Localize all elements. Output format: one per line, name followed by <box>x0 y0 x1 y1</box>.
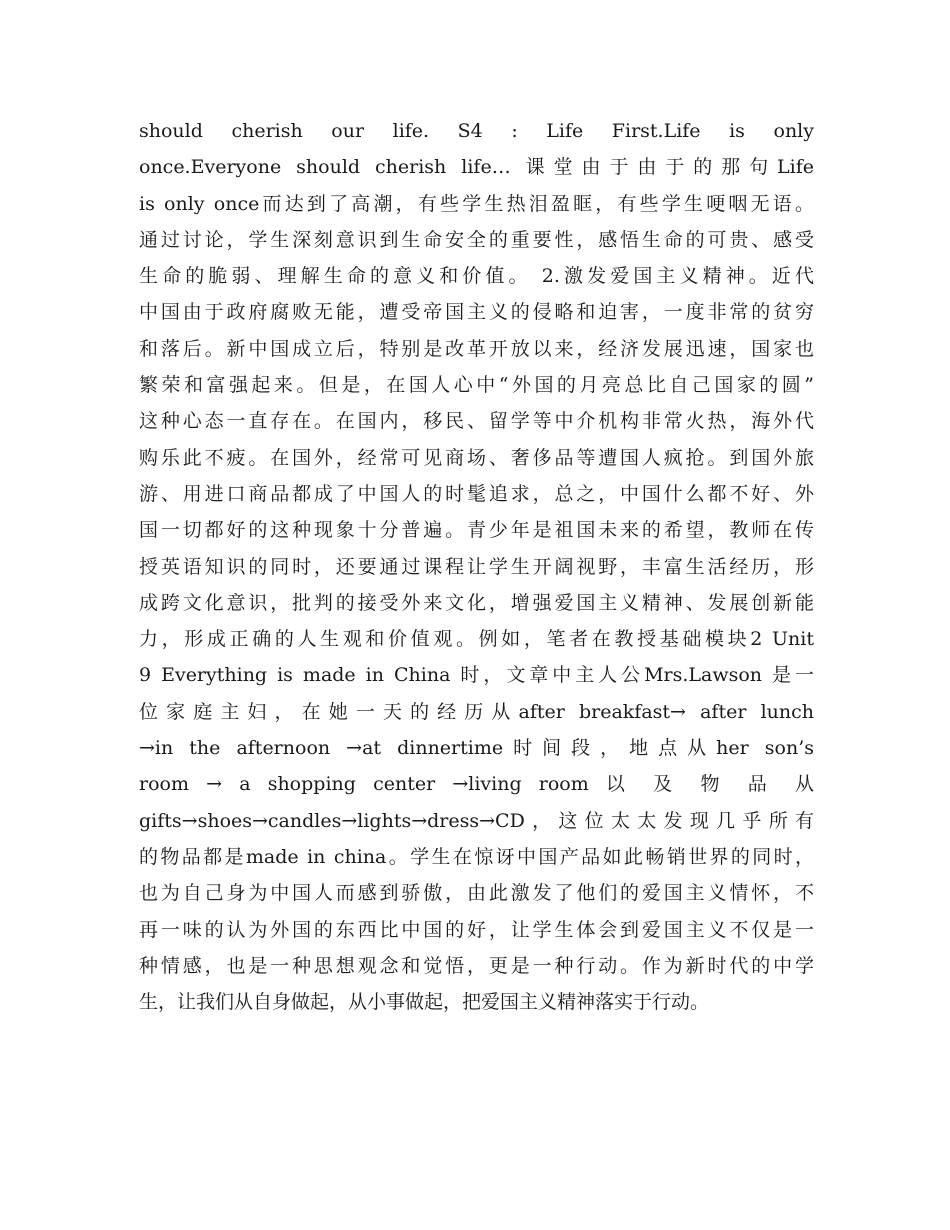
text-line: 国一切都好的这种现象十分普遍。青少年是祖国未来的希望，教师在传 <box>139 519 814 542</box>
text-line: 和落后。新中国成立后，特别是改革开放以来，经济发展迅速，国家也 <box>139 337 814 360</box>
text-line: 位家庭主妇，在她一天的经历从after breakfast→ after lunch <box>139 700 814 723</box>
text-line: room → a shopping center →living room 以 及 物 品 从 <box>139 773 814 796</box>
text-line: 再一味的认为外国的东西比中国的好，让学生体会到爱国主义不仅是一 <box>139 918 814 941</box>
text-line: should cherish our life. S4 : Life First.Life is only <box>139 120 814 142</box>
text-line: 成跨文化意识，批判的接受外来文化，增强爱国主义精神、发展创新能 <box>139 591 814 614</box>
text-line: gifts→shoes→candles→lights→dress→CD，这位太太发现几乎所有 <box>139 809 814 832</box>
text-line-last: 生，让我们从自身做起，从小事做起，把爱国主义精神落实于行动。 <box>139 991 710 1014</box>
text-line: 这种心态一直存在。在国内，移民、留学等中介机构非常火热，海外代 <box>139 410 814 433</box>
text-line: 中国由于政府腐败无能，遭受帝国主义的侵略和迫害，一度非常的贫穷 <box>139 301 814 324</box>
text-line: 种情感，也是一种思想观念和觉悟，更是一种行动。作为新时代的中学 <box>139 954 814 977</box>
text-line: 力，形成正确的人生观和价值观。例如，笔者在教授基础模块2 Unit <box>139 628 814 651</box>
text-line: 也为自己身为中国人而感到骄傲，由此激发了他们的爱国主义情怀，不 <box>139 882 814 905</box>
text-line: 9 Everything is made in China 时，文章中主人公Mrs.Lawson 是一 <box>139 664 814 687</box>
text-line: 购乐此不疲。在国外，经常可见商场、奢侈品等遭国人疯抢。到国外旅 <box>139 446 814 469</box>
body-text <box>139 113 814 1020</box>
text-line: 游、用进口商品都成了中国人的时髦追求，总之，中国什么都不好、外 <box>139 482 814 505</box>
text-line: 的物品都是made in china。学生在惊讶中国产品如此畅销世界的同时， <box>139 845 814 868</box>
text-line: 通过讨论，学生深刻意识到生命安全的重要性，感悟生命的可贵、感受 <box>139 228 814 251</box>
text-line: 授英语知识的同时，还要通过课程让学生开阔视野，丰富生活经历，形 <box>139 555 814 578</box>
text-line: is only once而达到了高潮，有些学生热泪盈眶，有些学生哽咽无语。 <box>139 192 814 215</box>
text-line: 生命的脆弱、理解生命的意义和价值。 2.激发爱国主义精神。近代 <box>139 265 814 288</box>
text-line: →in the afternoon →at dinnertime时间段，地点从her son’s <box>139 737 814 760</box>
text-line: 繁荣和富强起来。但是，在国人心中“外国的月亮总比自己国家的圆” <box>139 374 814 397</box>
text-line: once.Everyone should cherish life… 课堂由于由于的那句Life <box>139 156 814 179</box>
